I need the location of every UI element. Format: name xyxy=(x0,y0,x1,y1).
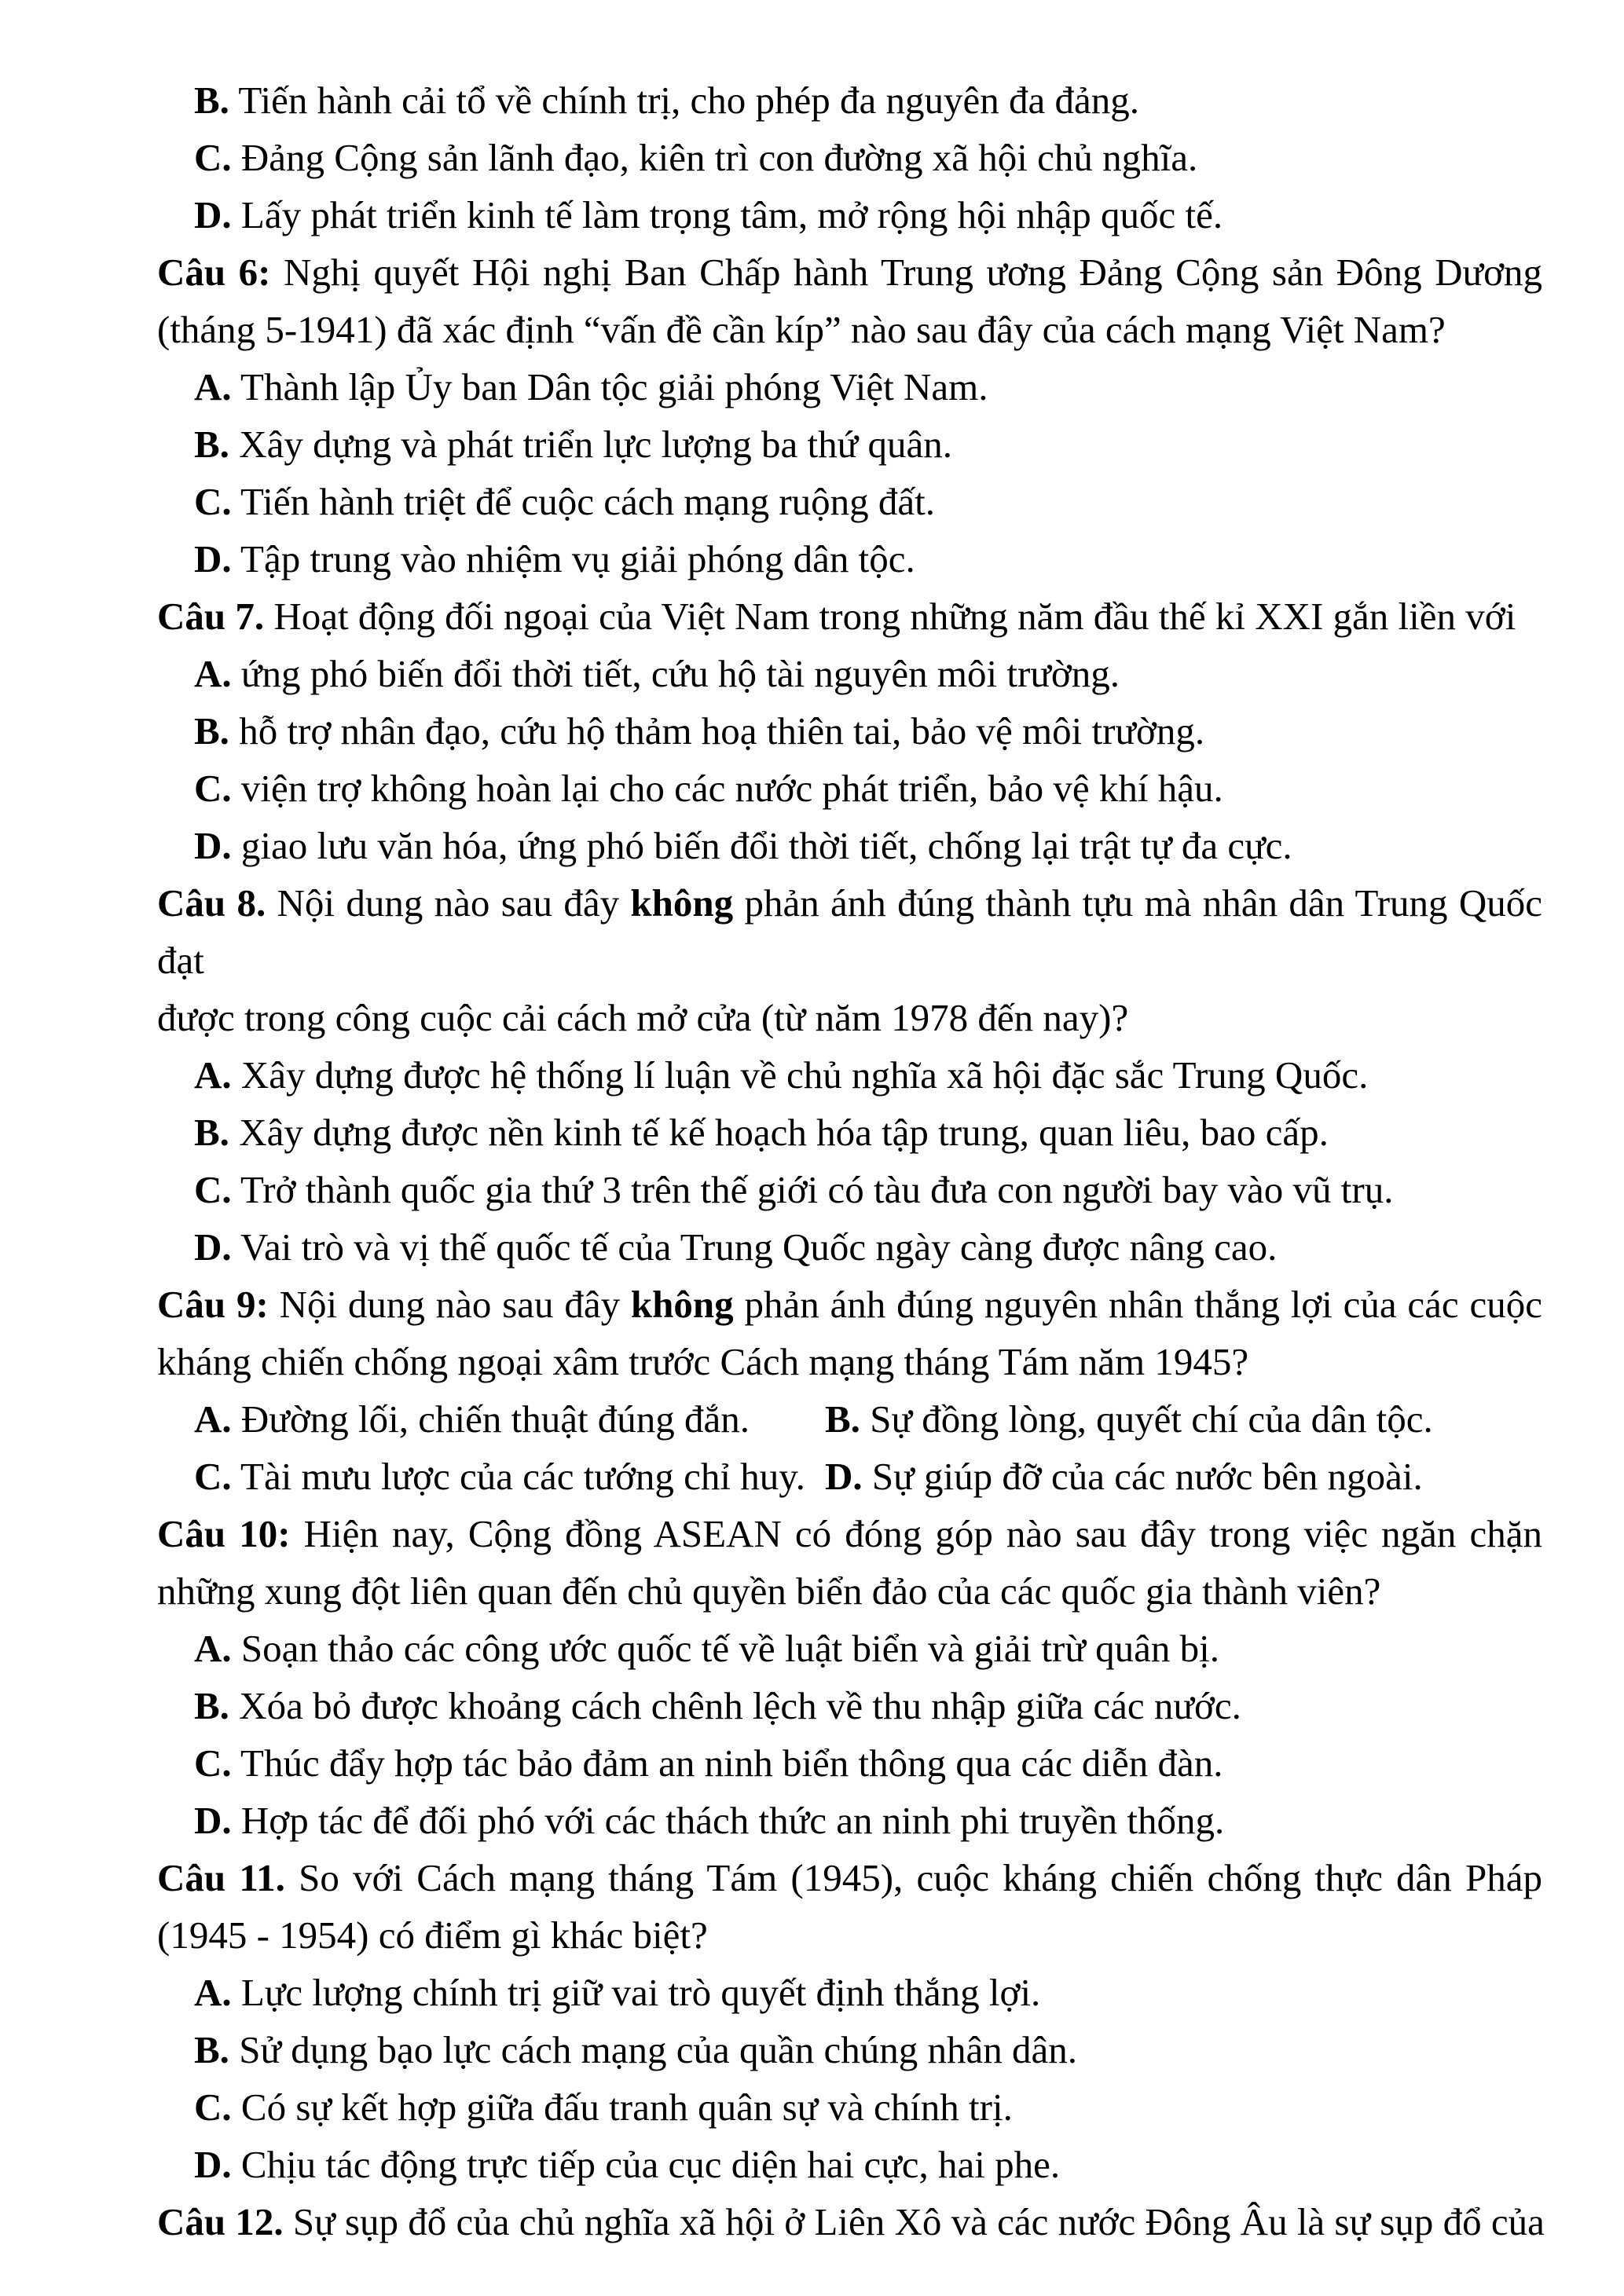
question-block xyxy=(157,588,1542,874)
question-block xyxy=(157,1276,1542,1505)
question-block xyxy=(157,1505,1542,1849)
option-text: Hợp tác để đối phó với các thách thức an ninh phi truyền thống. xyxy=(240,1799,1225,1842)
answer-option xyxy=(157,1620,1542,1677)
answer-option xyxy=(825,1390,1542,1448)
question-block xyxy=(157,244,1542,588)
stem-text: Nội dung nào sau đây xyxy=(266,881,631,925)
option-text: Soạn thảo các công ước quốc tế về luật biển và giải trừ quân bị. xyxy=(240,1627,1219,1670)
question-block xyxy=(157,874,1542,1276)
stem-text: những xung đột liên quan đến chủ quyền biển đảo của các quốc gia thành viên? xyxy=(157,1569,1381,1613)
option-letter: B. xyxy=(194,423,229,466)
answer-option xyxy=(157,358,1542,416)
question-stem-line xyxy=(157,874,1542,989)
stem-text: Hoạt động đối ngoại của Việt Nam trong những năm đầu thế kỉ XXI gắn liền với xyxy=(264,595,1516,638)
option-text: Đường lối, chiến thuật đúng đắn. xyxy=(240,1397,750,1441)
option-letter: B. xyxy=(194,709,229,753)
option-text: Chịu tác động trực tiếp của cục diện hai cực, hai phe. xyxy=(240,2143,1061,2186)
emphasis-bold: không xyxy=(630,1283,734,1326)
answer-option xyxy=(157,1390,825,1448)
answer-option xyxy=(157,1218,1542,1276)
option-letter: B. xyxy=(194,1684,229,1727)
options-row xyxy=(157,1390,1542,1448)
question-block xyxy=(157,1849,1542,2193)
option-letter: C. xyxy=(194,767,232,810)
answer-option xyxy=(157,1792,1542,1849)
option-text: Xây dựng được hệ thống lí luận về chủ nghĩa xã hội đặc sắc Trung Quốc. xyxy=(240,1053,1369,1097)
option-text: Xây dựng và phát triển lực lượng ba thứ quân. xyxy=(239,423,952,466)
stem-text: So với Cách mạng tháng Tám (1945), cuộc kháng chiến chống thực dân Pháp xyxy=(284,1856,1542,1899)
option-text: Tài mưu lược của các tướng chỉ huy. xyxy=(240,1455,805,1498)
option-text: Tiến hành cải tổ về chính trị, cho phép đa nguyên đa đảng. xyxy=(238,79,1140,122)
answer-option xyxy=(825,1448,1542,1505)
option-letter: C. xyxy=(194,136,232,179)
answer-option xyxy=(157,2136,1542,2193)
option-text: Tiến hành triệt để cuộc cách mạng ruộng đất. xyxy=(240,480,936,523)
stem-text: được trong công cuộc cải cách mở cửa (từ năm 1978 đến nay)? xyxy=(157,996,1129,1039)
option-text: Trở thành quốc gia thứ 3 trên thế giới có tàu đưa con người bay vào vũ trụ. xyxy=(240,1168,1394,1211)
question-number: Câu 11. xyxy=(157,1856,285,1899)
option-letter: C. xyxy=(194,1168,232,1211)
answer-option xyxy=(157,1448,825,1505)
option-text: Đảng Cộng sản lãnh đạo, kiên trì con đường xã hội chủ nghĩa. xyxy=(240,136,1198,179)
option-text: Sử dụng bạo lực cách mạng của quần chúng nhân dân. xyxy=(239,2028,1078,2071)
stem-text: (1945 - 1954) có điểm gì khác biệt? xyxy=(157,1913,708,1957)
question-stem-line xyxy=(157,1505,1542,1562)
question-stem-line xyxy=(157,301,1542,358)
answer-option xyxy=(157,1734,1542,1792)
option-letter: D. xyxy=(194,2143,232,2186)
option-text: viện trợ không hoàn lại cho các nước phát triển, bảo vệ khí hậu. xyxy=(240,767,1223,810)
question-stem-line xyxy=(157,1562,1542,1620)
answer-option xyxy=(157,129,1542,186)
option-letter: D. xyxy=(194,1799,232,1842)
option-letter: A. xyxy=(194,652,232,695)
option-letter: D. xyxy=(194,193,232,236)
answer-option xyxy=(157,71,1542,129)
answer-option xyxy=(157,2078,1542,2136)
question-block xyxy=(157,2193,1545,2250)
option-text: Thành lập Ủy ban Dân tộc giải phóng Việt Nam. xyxy=(240,365,988,408)
option-letter: A. xyxy=(194,365,232,408)
option-letter: D. xyxy=(825,1455,863,1498)
option-letter: B. xyxy=(825,1397,860,1441)
stem-text: kháng chiến chống ngoại xâm trước Cách mạng tháng Tám năm 1945? xyxy=(157,1340,1249,1383)
option-text: Lực lượng chính trị giữ vai trò quyết định thắng lợi. xyxy=(240,1971,1041,2014)
option-letter: C. xyxy=(194,480,232,523)
stem-text: Sự sụp đổ của chủ nghĩa xã hội ở Liên Xô và các nước Đông Âu là sự sụp đổ của xyxy=(283,2200,1545,2243)
option-letter: C. xyxy=(194,1455,232,1498)
answer-option xyxy=(157,416,1542,473)
stem-text: phản ánh đúng thành tựu mà nhân dân Trung Quốc đạt xyxy=(157,881,1542,982)
question-stem-line xyxy=(157,588,1542,645)
option-letter: D. xyxy=(194,1225,232,1269)
option-letter: A. xyxy=(194,1627,232,1670)
question-stem-line xyxy=(157,989,1542,1046)
stem-text: Nội dung nào sau đây xyxy=(268,1283,631,1326)
stem-text: (tháng 5-1941) đã xác định “vấn đề cần kíp” nào sau đây của cách mạng Việt Nam? xyxy=(157,308,1446,351)
question-number: Câu 8. xyxy=(157,881,266,925)
answer-option xyxy=(157,473,1542,530)
option-text: Xóa bỏ được khoảng cách chênh lệch về thu nhập giữa các nước. xyxy=(239,1684,1241,1727)
answer-option xyxy=(157,530,1542,588)
option-text: Thúc đẩy hợp tác bảo đảm an ninh biển thông qua các diễn đàn. xyxy=(240,1741,1223,1785)
option-letter: D. xyxy=(194,537,232,580)
answer-option xyxy=(157,645,1542,702)
question-stem-line xyxy=(157,1276,1542,1333)
option-letter: C. xyxy=(194,2085,232,2129)
option-text: ứng phó biến đổi thời tiết, cứu hộ tài nguyên môi trường. xyxy=(240,652,1120,695)
answer-option xyxy=(157,1677,1542,1734)
question-stem-line xyxy=(157,1906,1542,1964)
question-stem-line xyxy=(157,2193,1545,2250)
question-number: Câu 7. xyxy=(157,595,265,638)
answer-option xyxy=(157,186,1542,244)
question-stem-line xyxy=(157,1849,1542,1906)
option-letter: A. xyxy=(194,1053,232,1097)
option-text: Sự giúp đỡ của các nước bên ngoài. xyxy=(871,1455,1423,1498)
answer-option xyxy=(157,1964,1542,2021)
answer-option xyxy=(157,1046,1542,1104)
answer-option xyxy=(157,760,1542,817)
option-text: Xây dựng được nền kinh tế kế hoạch hóa tập trung, quan liêu, bao cấp. xyxy=(239,1111,1329,1154)
option-text: Tập trung vào nhiệm vụ giải phóng dân tộc. xyxy=(240,537,915,580)
emphasis-bold: không xyxy=(630,881,734,925)
option-letter: A. xyxy=(194,1971,232,2014)
option-letter: C. xyxy=(194,1741,232,1785)
option-text: giao lưu văn hóa, ứng phó biến đổi thời tiết, chống lại trật tự đa cực. xyxy=(240,824,1292,867)
option-text: Có sự kết hợp giữa đấu tranh quân sự và chính trị. xyxy=(240,2085,1013,2129)
stem-text: phản ánh đúng nguyên nhân thắng lợi của các cuộc xyxy=(733,1283,1542,1326)
answer-option xyxy=(157,1104,1542,1161)
answer-option xyxy=(157,1161,1542,1218)
question-number: Câu 9: xyxy=(157,1283,269,1326)
option-letter: A. xyxy=(194,1397,232,1441)
stem-text: Hiện nay, Cộng đồng ASEAN có đóng góp nào sau đây trong việc ngăn chặn xyxy=(290,1512,1542,1555)
question-number: Câu 12. xyxy=(157,2200,284,2243)
option-letter: B. xyxy=(194,79,229,122)
question-stem-line xyxy=(157,244,1542,301)
option-letter: B. xyxy=(194,1111,229,1154)
question-stem-line xyxy=(157,1333,1542,1390)
options-row xyxy=(157,1448,1542,1505)
answer-option xyxy=(157,702,1542,760)
option-text: hỗ trợ nhân đạo, cứu hộ thảm hoạ thiên tai, bảo vệ môi trường. xyxy=(239,709,1205,753)
option-text: Lấy phát triển kinh tế làm trọng tâm, mở rộng hội nhập quốc tế. xyxy=(240,193,1223,236)
option-letter: B. xyxy=(194,2028,229,2071)
question-number: Câu 10: xyxy=(157,1512,291,1555)
option-letter: D. xyxy=(194,824,232,867)
question-number: Câu 6: xyxy=(157,251,271,294)
answer-option xyxy=(157,817,1542,874)
question-list xyxy=(157,71,1545,2250)
stem-text: Nghị quyết Hội nghị Ban Chấp hành Trung ương Đảng Cộng sản Đông Dương xyxy=(270,251,1542,294)
option-text: Sự đồng lòng, quyết chí của dân tộc. xyxy=(870,1397,1433,1441)
answer-option xyxy=(157,2021,1542,2078)
option-text: Vai trò và vị thế quốc tế của Trung Quốc ngày càng được nâng cao. xyxy=(240,1225,1278,1269)
